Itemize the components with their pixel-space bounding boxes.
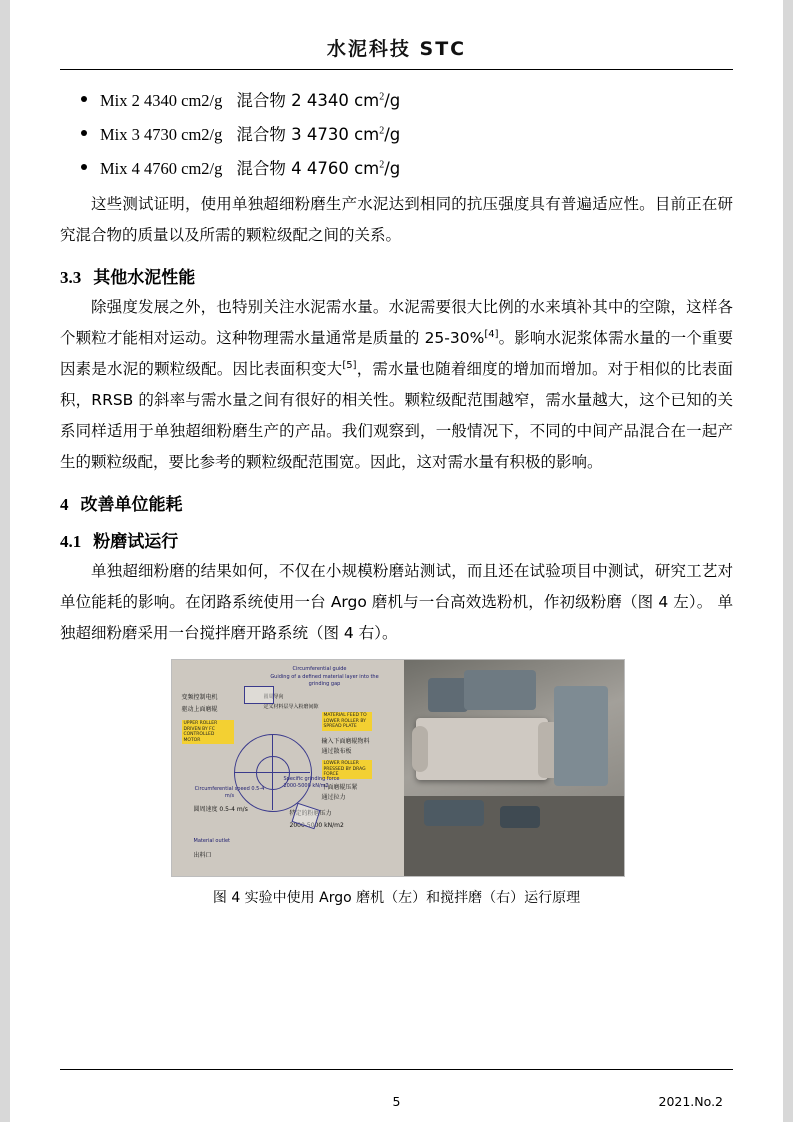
- list-item: [100, 84, 733, 118]
- label-motor-cn: 变频控制电机: [181, 694, 218, 702]
- bullet-dot-icon: [81, 164, 87, 170]
- label-circumferential-speed: Circumferential speed 0.5-4 m/s: [194, 786, 265, 799]
- bullet-dot-icon: [81, 130, 87, 136]
- footnote-ref-5: [5]: [342, 360, 357, 372]
- mill-body-shape: [416, 718, 548, 780]
- page-content: [60, 34, 733, 907]
- bullet-latin: Mix 4 4760 cm2/g: [100, 158, 223, 178]
- bullet-sup: 2: [379, 91, 385, 103]
- label-circumferential-guide-cn-desc: 定义材料层导入粉磨间隙: [263, 704, 319, 711]
- bullet-dot-icon: [81, 96, 87, 102]
- label-force-cn: 下面磨辊压紧: [321, 784, 358, 792]
- page-header-title: 水泥科技 STC: [326, 38, 467, 60]
- paragraph-2: [60, 292, 733, 478]
- label-force-cn2: 通过拉力: [321, 794, 346, 802]
- label-specific-grinding-force: Specific grinding force 2000-5000 kN/m2: [283, 776, 340, 789]
- tag-lower-roller-force: LOWER ROLLER PRESSED BY DRAG FORCE: [322, 760, 372, 778]
- footnote-ref-4: [4]: [484, 329, 499, 341]
- label-material-feed-cn2: 通过散布板: [321, 748, 352, 756]
- figure-4: [171, 659, 623, 907]
- label-circumferential-guide: Circumferential guide: [292, 666, 347, 673]
- paragraph-2-part3: ，需水量也随着细度的增加而增加。对于相似的比表面积，RRSB 的斜率与需水量之间有很好的相关性。颗粒级配范围越窄，需水量越大，这个已知的关系同样适用于单独超细粉磨生产的产品。我们观察到，一般情况下，不同的中间产品混合在一起产生的颗粒级配，要比参考的颗粒级配范围宽。因此，这对需水量有积极的影响。: [60, 360, 733, 472]
- list-item: [100, 152, 733, 186]
- bullet-cn-prefix: 混合物 2 4340 cm: [236, 91, 380, 110]
- label-motor-cn2: 驱动上面磨辊: [181, 706, 218, 714]
- issue-label: 2021.No.2: [658, 1094, 723, 1109]
- list-item: [100, 118, 733, 152]
- section-heading-3-3: [60, 263, 733, 288]
- section-number: 3.3: [60, 268, 82, 288]
- section-title: 改善单位能耗: [80, 495, 183, 516]
- stirred-mill-photo: [404, 660, 624, 876]
- tag-material-feed: MATERIAL FEED TO LOWER ROLLER BY SPREAD PLATE: [322, 712, 372, 730]
- paragraph-2-part1: 除强度发展之外，也特别关注水泥需水量。水泥需要很大比例的水来填补其中的空隙，这样各个颗粒才能相对运动。这种物理需水量通常是质量的 25-30%: [60, 298, 733, 348]
- label-grinding-force-cn: 特定的粉磨压力: [289, 810, 332, 818]
- figure-4-image: [171, 659, 625, 877]
- section-number: 4: [60, 495, 69, 515]
- page-edge-left: [0, 0, 10, 1122]
- guide-plate-shape: [244, 686, 274, 704]
- roller-inner-circle: [256, 756, 290, 790]
- bullet-sup: 2: [379, 159, 385, 171]
- equipment-panel-shape: [554, 686, 608, 786]
- bullet-latin: Mix 3 4730 cm2/g: [100, 124, 223, 144]
- section-number: 4.1: [60, 532, 82, 552]
- section-heading-4: [60, 490, 733, 515]
- label-material-outlet: Material outlet: [193, 838, 231, 845]
- header-rule: [60, 69, 733, 70]
- page-number: 5: [392, 1094, 401, 1109]
- tag-upper-roller-motor: UPPER ROLLER DRIVEN BY FC CONTROLLED MOTOR: [182, 720, 234, 744]
- figure-4-caption: 图 4 实验中使用 Argo 磨机（左）和搅拌磨（右）运行原理: [212, 890, 581, 907]
- paragraph-2-part2: 。影响水泥浆体需水量的一个重要因素是水泥的颗粒级配。因比表面积变大: [60, 329, 733, 379]
- bullet-list: [60, 84, 733, 185]
- label-material-outlet-cn: 出料口: [193, 852, 212, 860]
- paragraph-1: 这些测试证明，使用单独超细粉磨生产水泥达到相同的抗压强度具有普遍适应性。目前正在研究混合物的质量以及所需的颗粒级配之间的关系。: [60, 195, 733, 245]
- page-edge-right: [783, 0, 793, 1122]
- pipework-shape: [428, 678, 468, 712]
- section-title: 其他水泥性能: [93, 268, 196, 289]
- bullet-cn-prefix: 混合物 3 4730 cm: [236, 124, 380, 144]
- bullet-cn-suffix: /g: [384, 158, 401, 178]
- mill-end-cap-shape: [412, 726, 428, 772]
- control-unit-shape: [500, 806, 540, 828]
- argo-mill-diagram: [172, 660, 404, 876]
- bullet-latin: Mix 2 4340 cm2/g: [100, 91, 223, 110]
- bullet-sup: 2: [379, 125, 385, 137]
- bullet-cn-prefix: 混合物 4 4760 cm: [236, 158, 380, 178]
- label-material-feed-cn: 输入下面磨辊物料: [321, 738, 370, 746]
- label-circumferential-guide-cn: 圆周导向: [263, 694, 284, 701]
- base-frame-shape: [424, 800, 484, 826]
- label-circumferential-guide-desc: Guiding of a defined material layer into the grinding gap: [270, 674, 379, 687]
- label-grinding-force-cn2: 2000-5000 kN/m2: [289, 822, 344, 830]
- bullet-cn-suffix: /g: [384, 91, 401, 110]
- bullet-cn-suffix: /g: [384, 124, 401, 144]
- label-circumferential-speed-cn: 圆周速度 0.5-4 m/s: [193, 806, 248, 814]
- footer-rule: [60, 1069, 733, 1070]
- paragraph-3: 单独超细粉磨的结果如何，不仅在小规模粉磨站测试，而且还在试验项目中测试，研究工艺对单位能耗的影响。在闭路系统使用一台 Argo 磨机与一台高效选粉机，作初级粉磨（图 4 左）。 单独超细粉磨采用一台搅拌磨开路系统（图 4 右）。: [60, 562, 733, 643]
- section-heading-4-1: [60, 527, 733, 552]
- axis-line-vertical: [272, 734, 273, 810]
- upper-frame-shape: [464, 670, 536, 710]
- section-title: 粉磨试运行: [93, 532, 179, 553]
